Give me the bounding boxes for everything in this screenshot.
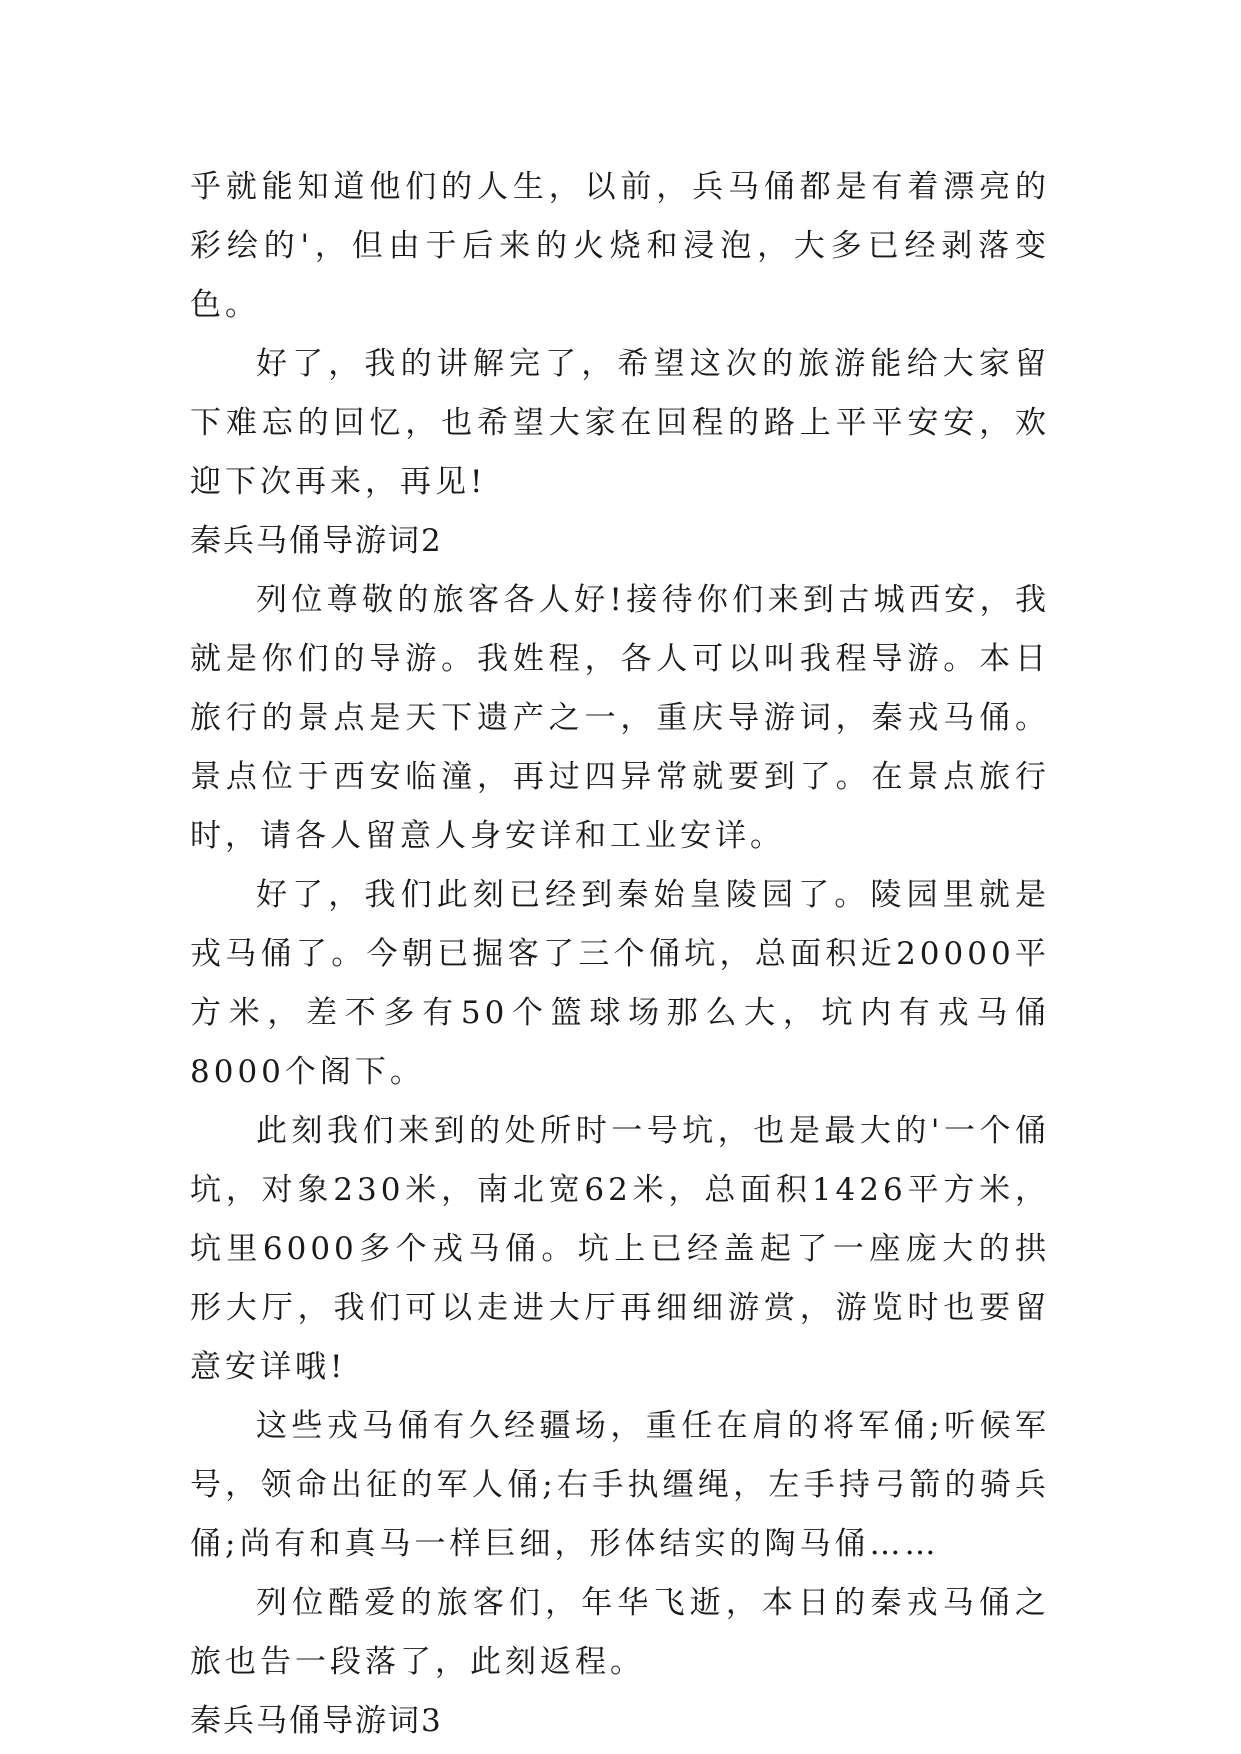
- paragraph-closing-remarks: 好了，我的讲解完了，希望这次的旅游能给大家留下难忘的回忆，也希望大家在回程的路上平平安安，欢迎下次再来，再见!: [190, 346, 1050, 500]
- section-heading-2: 秦兵马俑导游词2: [190, 523, 443, 559]
- document-body: [190, 158, 1050, 1751]
- paragraph-figures: 这些戎马俑有久经疆场，重任在肩的将军俑;听候军号，领命出征的军人俑;右手执缰绳，左手持弓箭的骑兵俑;尚有和真马一样巨细，形体结实的陶马俑……: [190, 1408, 1050, 1562]
- section-heading-3: 秦兵马俑导游词3: [190, 1703, 443, 1739]
- paragraph-farewell: 列位酷爱的旅客们，年华飞逝，本日的秦戎马俑之旅也告一段落了，此刻返程。: [190, 1585, 1050, 1680]
- paragraph-welcome: 列位尊敬的旅客各人好!接待你们来到古城西安，我就是你们的导游。我姓程，各人可以叫我程导游。本日旅行的景点是天下遗产之一，重庆导游词，秦戎马俑。景点位于西安临潼，再过四异常就要到了。在景点旅行时，请各人留意人身安详和工业安详。: [190, 582, 1050, 854]
- paragraph-continued: 乎就能知道他们的人生，以前，兵马俑都是有着漂亮的彩绘的'，但由于后来的火烧和浸泡，大多已经剥落变色。: [190, 169, 1050, 323]
- paragraph-pit-one: 此刻我们来到的处所时一号坑，也是最大的'一个俑坑，对象230米，南北宽62米，总面积1426平方米，坑里6000多个戎马俑。坑上已经盖起了一座庞大的拱形大厅，我们可以走进大厅再细细游赏，游览时也要留意安详哦!: [190, 1113, 1050, 1385]
- paragraph-mausoleum: 好了，我们此刻已经到秦始皇陵园了。陵园里就是戎马俑了。今朝已掘客了三个俑坑，总面积近20000平方米，差不多有50个篮球场那么大，坑内有戎马俑8000个阁下。: [190, 877, 1050, 1090]
